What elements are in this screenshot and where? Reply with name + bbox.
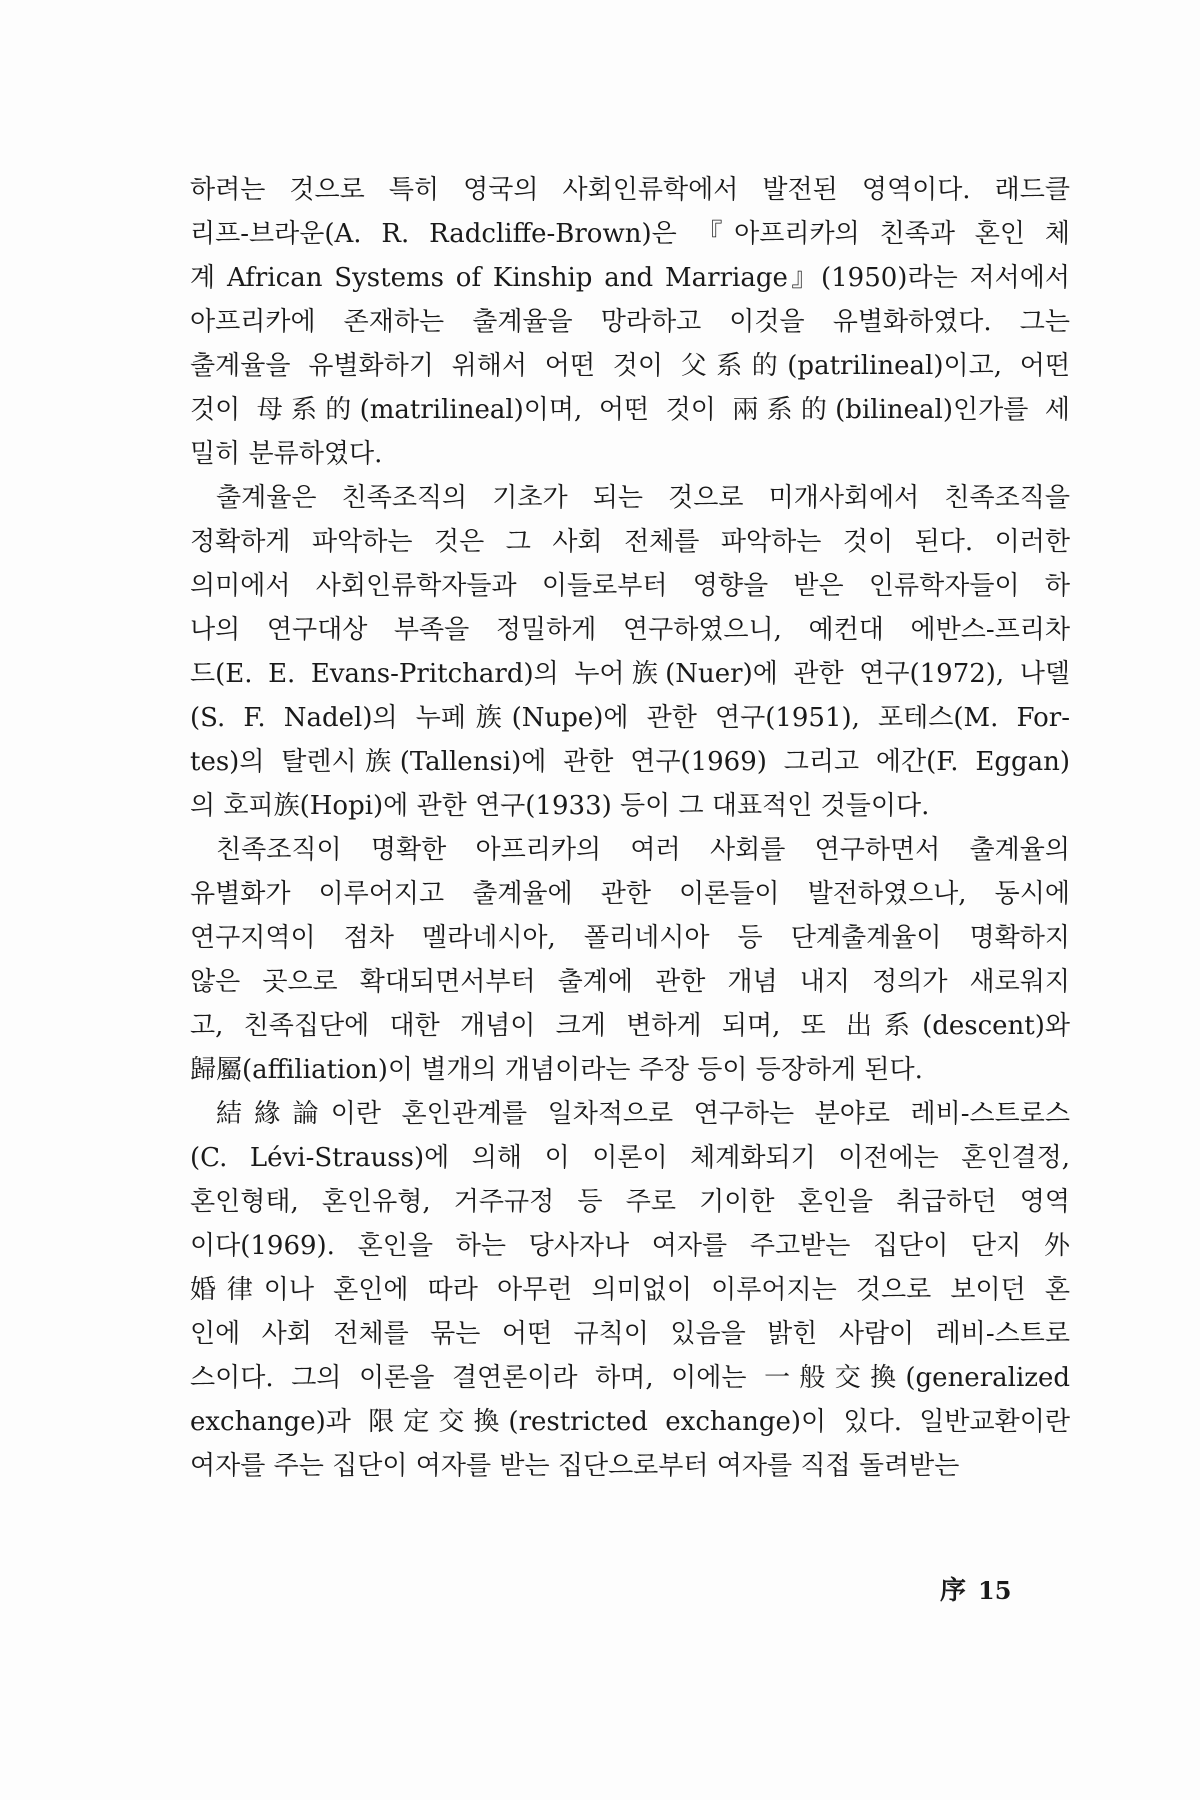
text-line: 아프리카에 존재하는 출계율을 망라하고 이것을 유별화하였다. 그는 bbox=[190, 307, 1070, 337]
text-line: 친족조직이 명확한 아프리카의 여러 사회를 연구하면서 출계율의 bbox=[216, 835, 1070, 865]
text-line: 밀히 분류하였다. bbox=[190, 439, 383, 469]
text-line: 나의 연구대상 부족을 정밀하게 연구하였으니, 예컨대 에반스-프리차 bbox=[190, 615, 1070, 645]
text-line: 歸屬(affiliation)이 별개의 개념이라는 주장 등이 등장하게 된다. bbox=[190, 1055, 923, 1085]
text-line: 婚律이나 혼인에 따라 아무런 의미없이 이루어지는 것으로 보이던 혼 bbox=[190, 1275, 1070, 1305]
page-footer bbox=[940, 1570, 1011, 1607]
text-line: 유별화가 이루어지고 출계율에 관한 이론들이 발전하였으나, 동시에 bbox=[190, 879, 1070, 909]
text-line: exchange)과 限定交換(restricted exchange)이 있다. 일반교환이란 bbox=[190, 1407, 1070, 1437]
text-line: tes)의 탈렌시族(Tallensi)에 관한 연구(1969) 그리고 에간(F. Eggan) bbox=[190, 747, 1070, 777]
text-line: 정확하게 파악하는 것은 그 사회 전체를 파악하는 것이 된다. 이러한 bbox=[190, 527, 1070, 557]
section-label: 序 bbox=[940, 1576, 967, 1606]
text-line: 연구지역이 점차 멜라네시아, 폴리네시아 등 단계출계율이 명확하지 bbox=[190, 923, 1070, 953]
body-text bbox=[190, 168, 1070, 1488]
text-line: 리프-브라운(A. R. Radcliffe-Brown)은 『아프리카의 친족과 혼인 체 bbox=[190, 219, 1070, 249]
text-line: 하려는 것으로 특히 영국의 사회인류학에서 발전된 영역이다. 래드클 bbox=[190, 175, 1070, 205]
text-line: 출계율을 유별화하기 위해서 어떤 것이 父系的(patrilineal)이고, 어떤 bbox=[190, 351, 1070, 381]
text-line: 의 호피族(Hopi)에 관한 연구(1933) 등이 그 대표적인 것들이다. bbox=[190, 791, 930, 821]
text-line: 여자를 주는 집단이 여자를 받는 집단으로부터 여자를 직접 돌려받는 bbox=[190, 1451, 960, 1481]
text-line: 출계율은 친족조직의 기초가 되는 것으로 미개사회에서 친족조직을 bbox=[216, 483, 1070, 513]
text-line: 않은 곳으로 확대되면서부터 출계에 관한 개념 내지 정의가 새로워지 bbox=[190, 967, 1070, 997]
text-line: 인에 사회 전체를 묶는 어떤 규칙이 있음을 밝힌 사람이 레비-스트로 bbox=[190, 1319, 1070, 1349]
text-line: 계 African Systems of Kinship and Marriage』(1950)라는 저서에서 bbox=[190, 263, 1070, 293]
text-line: (S. F. Nadel)의 누페族(Nupe)에 관한 연구(1951), 포테스(M. For- bbox=[190, 703, 1070, 733]
text-line: 結緣論이란 혼인관계를 일차적으로 연구하는 분야로 레비-스트로스 bbox=[216, 1099, 1070, 1129]
text-line: 혼인형태, 혼인유형, 거주규정 등 주로 기이한 혼인을 취급하던 영역 bbox=[190, 1187, 1070, 1217]
text-line: (C. Lévi-Strauss)에 의해 이 이론이 체계화되기 이전에는 혼인결정, bbox=[190, 1143, 1070, 1173]
text-line: 스이다. 그의 이론을 결연론이라 하며, 이에는 一般交換(generalized bbox=[190, 1363, 1070, 1393]
text-line: 고, 친족집단에 대한 개념이 크게 변하게 되며, 또 出系(descent)와 bbox=[190, 1011, 1070, 1041]
text-line: 이다(1969). 혼인을 하는 당사자나 여자를 주고받는 집단이 단지 外 bbox=[190, 1231, 1070, 1261]
page-number: 15 bbox=[978, 1576, 1012, 1605]
text-line: 것이 母系的(matrilineal)이며, 어떤 것이 兩系的(bilineal)인가를 세 bbox=[190, 395, 1070, 425]
text-line: 의미에서 사회인류학자들과 이들로부터 영향을 받은 인류학자들이 하 bbox=[190, 571, 1070, 601]
text-line: 드(E. E. Evans-Pritchard)의 누어族(Nuer)에 관한 연구(1972), 나델 bbox=[190, 659, 1070, 689]
